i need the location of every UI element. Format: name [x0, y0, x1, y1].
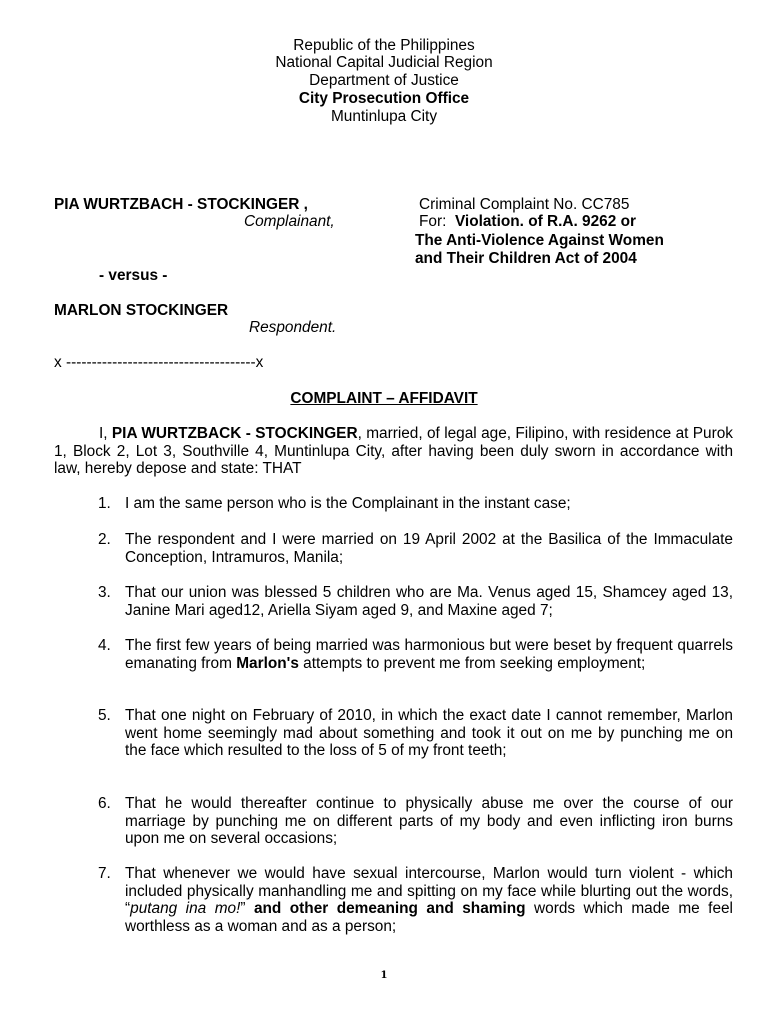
item-number: 3. [98, 584, 111, 601]
item-number: 2. [98, 531, 111, 548]
versus-label: - versus - [99, 267, 168, 284]
item-text: That whenever we would have sexual intercourse, Marlon would turn violent - which included physically manhandling me and spitting on my face while blurting out the words, “ [125, 865, 733, 918]
header-region: National Capital Judicial Region [275, 54, 493, 71]
offense-line-2: The Anti-Violence Against Women [415, 232, 664, 249]
respondent-role: Respondent. [249, 319, 337, 336]
header-department: Department of Justice [309, 72, 459, 89]
list-item [125, 865, 733, 935]
list-item: I am the same person who is the Complainant in the instant case; [125, 495, 571, 512]
list-item [125, 637, 733, 672]
list-item: That one night on February of 2010, in which the exact date I cannot remember, Marlon went home seemingly mad about something and took it out on me by punching me on the face which resulted to the loss of 5 of my front teeth; [125, 707, 733, 760]
document-title: COMPLAINT – AFFIDAVIT [290, 390, 478, 407]
complainant-role: Complainant, [244, 213, 335, 230]
item-text-bold: and other demeaning and shaming [253, 900, 526, 918]
item-text: ” [240, 900, 254, 918]
item-number: 4. [98, 637, 111, 654]
item-number: 7. [98, 865, 111, 882]
item-number: 5. [98, 707, 111, 724]
list-item: That he would thereafter continue to physically abuse me over the course of our marriage by punching me on different parts of my body and even inflicting iron burns upon me on several occasions; [125, 795, 733, 848]
header-city: Muntinlupa City [330, 108, 438, 125]
complaint-number: Criminal Complaint No. CC785 [419, 196, 630, 213]
complainant-name: PIA WURTZBACH - STOCKINGER , [54, 196, 308, 213]
offense-line [419, 213, 636, 231]
header-office: City Prosecution Office [298, 90, 470, 107]
offense-line-1: Violation. of R.A. 9262 or [454, 213, 636, 230]
page-number: 1 [380, 970, 388, 981]
intro-paragraph [54, 425, 733, 478]
intro-text: , married, of legal age, Filipino, with residence at Purok 1, Block 2, Lot 3, Southville 4, Muntinlupa City, after having been duly sworn in accordance with law, hereby depose and state: THAT [54, 425, 733, 478]
for-label: For: [419, 213, 447, 230]
list-item: That our union was blessed 5 children who are Ma. Venus aged 15, Shamcey aged 13, Janine Mari aged12, Ariella Siyam aged 9, and Maxine aged 7; [125, 584, 733, 619]
item-text-italic: putang ina mo! [130, 900, 241, 918]
item-number: 1. [98, 495, 111, 512]
caption-separator: x -------------------------------------x [54, 354, 264, 371]
intro-prefix: I, [99, 425, 112, 442]
item-text: words which made me feel worthless as a woman and as a person; [125, 900, 733, 935]
item-number: 6. [98, 795, 111, 812]
list-item: The respondent and I were married on 19 April 2002 at the Basilica of the Immaculate Conception, Intramuros, Manila; [125, 531, 733, 566]
affiant-name: PIA WURTZBACK - STOCKINGER [111, 425, 358, 442]
header-republic: Republic of the Philippines [293, 37, 475, 54]
item-text: The first few years of being married was harmonious but were beset by frequent quarrels emanating from [125, 637, 733, 672]
item-text: attempts to prevent me from seeking employment; [298, 654, 646, 672]
item-text-bold: Marlon's [236, 654, 299, 672]
offense-line-3: and Their Children Act of 2004 [415, 250, 637, 267]
respondent-name: MARLON STOCKINGER [54, 302, 229, 319]
